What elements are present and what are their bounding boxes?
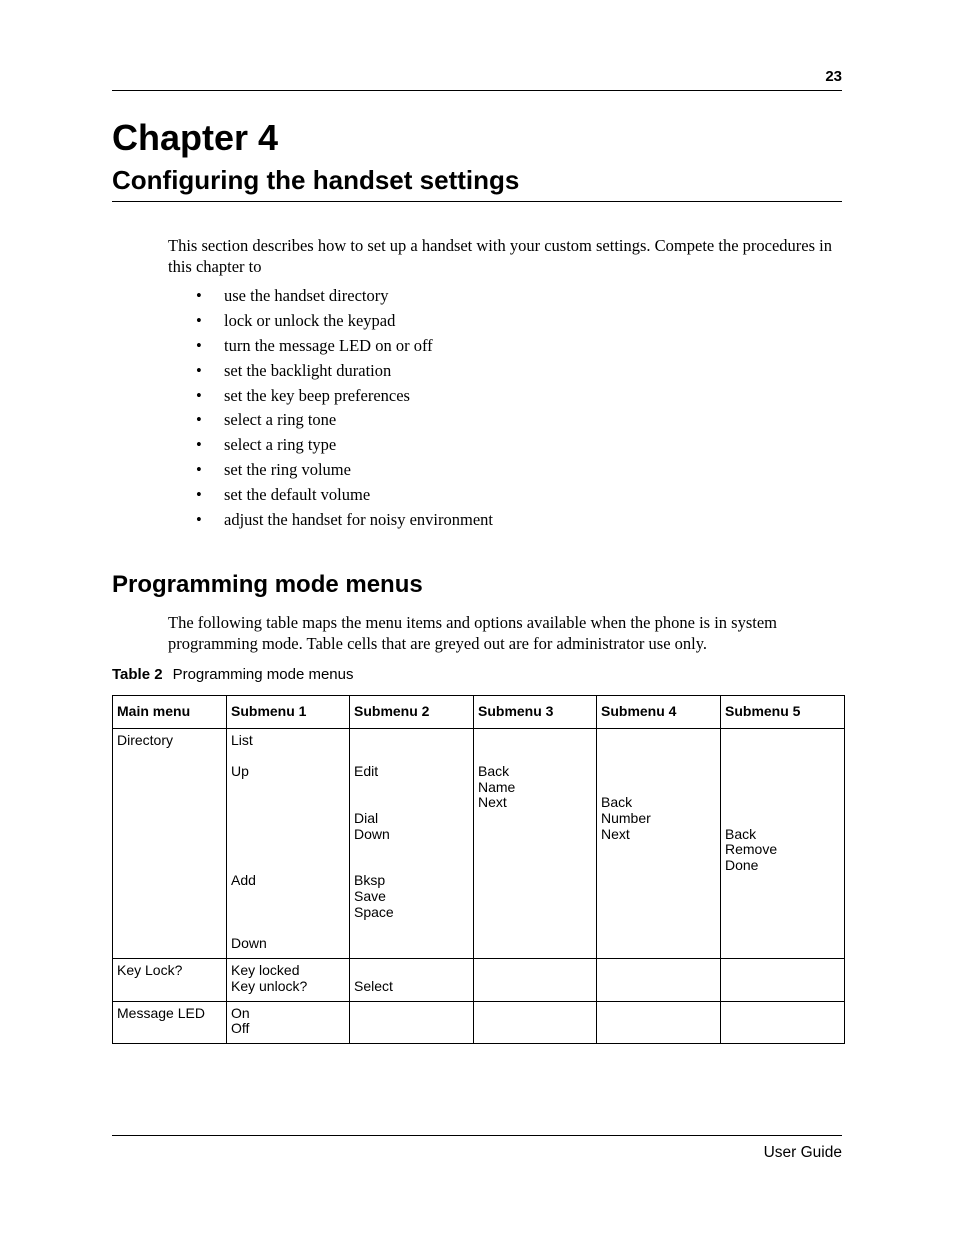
list-item-text: set the default volume <box>224 485 371 505</box>
programming-menu-table <box>112 695 845 1044</box>
cell-line: Next <box>601 825 630 842</box>
cell-line <box>117 920 222 936</box>
table-cell <box>113 1001 227 1043</box>
section-paragraph: The following table maps the menu items and options available when the phone is in system programming mode. Table cells that are greyed out are for administrator use only. <box>168 613 778 653</box>
list-item <box>168 284 493 309</box>
chapter-label: Chapter 4 <box>112 117 279 158</box>
cell-line <box>354 795 469 811</box>
column-header-submenu-3: Submenu 3 <box>474 696 597 729</box>
list-item-text: set the ring volume <box>224 460 351 480</box>
cell-line <box>231 827 345 843</box>
cell-line: Key unlock? <box>231 977 308 994</box>
list-item-text: set the backlight duration <box>224 360 392 380</box>
cell-line: Number <box>601 809 651 826</box>
cell-line <box>117 858 222 874</box>
cell-line <box>725 795 840 811</box>
list-item <box>168 334 493 359</box>
cell-line <box>117 780 222 796</box>
table-cell <box>597 959 721 1001</box>
table-cell <box>474 959 597 1001</box>
cell-line <box>231 811 345 827</box>
table-caption-text: Programming mode menus <box>172 666 354 683</box>
column-header-submenu-1: Submenu 1 <box>227 696 350 729</box>
table-cell <box>597 1001 721 1043</box>
cell-line: Message LED <box>117 1004 205 1021</box>
list-item <box>168 508 493 533</box>
cell-line <box>354 780 469 796</box>
task-list <box>168 284 493 533</box>
table-cell <box>227 1001 350 1043</box>
list-item-text: select a ring type <box>224 435 337 455</box>
table-row <box>113 1001 845 1043</box>
table-cell <box>474 1001 597 1043</box>
table-cell <box>227 729 350 959</box>
cell-line <box>725 764 840 780</box>
cell-line <box>117 873 222 889</box>
bullet-icon: • <box>196 485 202 505</box>
list-item <box>168 458 493 483</box>
cell-line <box>478 889 592 905</box>
cell-line <box>725 780 840 796</box>
bullet-icon: • <box>196 360 202 380</box>
cell-line: Key Lock? <box>117 962 183 979</box>
cell-line <box>117 842 222 858</box>
cell-line <box>354 963 469 979</box>
cell-line <box>231 905 345 921</box>
cell-line <box>117 749 222 765</box>
cell-line <box>117 936 222 952</box>
page-number: 23 <box>825 68 842 85</box>
cell-line <box>725 889 840 905</box>
list-item-text: set the key beep preferences <box>224 385 410 405</box>
bullet-icon: • <box>196 286 202 305</box>
cell-line: Off <box>231 1020 250 1037</box>
list-item <box>168 309 493 334</box>
cell-line <box>725 749 840 765</box>
cell-line <box>354 749 469 765</box>
cell-line <box>725 920 840 936</box>
table-cell <box>721 1001 845 1043</box>
list-item-text: adjust the handset for noisy environment <box>224 510 493 530</box>
cell-line <box>231 780 345 796</box>
column-header-submenu-5: Submenu 5 <box>721 696 845 729</box>
cell-line <box>354 936 469 952</box>
bullet-icon: • <box>196 335 202 355</box>
table-cell <box>721 729 845 959</box>
bullet-icon: • <box>196 310 202 330</box>
cell-line <box>601 764 716 780</box>
cell-line: Back <box>601 794 633 811</box>
cell-line <box>725 733 840 749</box>
cell-line <box>354 842 469 858</box>
cell-line <box>478 749 592 765</box>
list-item-text: select a ring tone <box>224 410 337 430</box>
header-rule <box>112 90 842 91</box>
bullet-icon: • <box>196 385 202 405</box>
bullet-icon: • <box>196 460 202 480</box>
cell-line: On <box>231 1004 250 1021</box>
cell-line <box>601 920 716 936</box>
cell-line: Bksp <box>354 872 386 889</box>
table-row <box>113 959 845 1001</box>
cell-line <box>478 920 592 936</box>
cell-line <box>231 749 345 765</box>
cell-line <box>231 889 345 905</box>
list-item-text: turn the message LED on or off <box>224 335 433 355</box>
cell-line <box>354 858 469 874</box>
cell-line <box>117 905 222 921</box>
list-item <box>168 408 493 433</box>
cell-line <box>725 936 840 952</box>
cell-line <box>478 842 592 858</box>
cell-line <box>231 858 345 874</box>
table-cell <box>113 729 227 959</box>
cell-line <box>231 920 345 936</box>
cell-line <box>601 733 716 749</box>
cell-line <box>478 858 592 874</box>
table-cell <box>350 729 474 959</box>
list-item <box>168 359 493 384</box>
chapter-title: Configuring the handset settings <box>112 165 520 195</box>
column-header-submenu-2: Submenu 2 <box>350 696 474 729</box>
cell-line <box>601 905 716 921</box>
cell-line: Remove <box>725 841 778 858</box>
cell-line: Back <box>725 825 757 842</box>
cell-line: Dial <box>354 809 379 826</box>
cell-line: Edit <box>354 763 379 780</box>
footer-rule <box>112 1135 842 1136</box>
cell-line: Select <box>354 977 393 994</box>
cell-line <box>478 873 592 889</box>
cell-line: Back <box>478 763 510 780</box>
cell-line <box>478 811 592 827</box>
cell-line <box>231 842 345 858</box>
list-item <box>168 483 493 508</box>
list-item-text: lock or unlock the keypad <box>224 310 396 330</box>
column-header-main-menu: Main menu <box>113 696 227 729</box>
intro-paragraph: This section describes how to set up a handset with your custom settings. Compete the procedures in this chapter to <box>168 236 832 276</box>
cell-line <box>478 733 592 749</box>
cell-line: Done <box>725 856 759 873</box>
cell-line <box>601 858 716 874</box>
column-header-submenu-4: Submenu 4 <box>597 696 721 729</box>
cell-line <box>117 764 222 780</box>
table-cell <box>721 959 845 1001</box>
cell-line <box>117 827 222 843</box>
table-caption-number: Table 2 <box>112 666 163 683</box>
table-body <box>113 729 845 1044</box>
cell-line <box>354 920 469 936</box>
cell-line <box>478 905 592 921</box>
cell-line: List <box>231 732 253 748</box>
table-header-row <box>113 696 845 729</box>
cell-line <box>478 936 592 952</box>
cell-line: Space <box>354 903 394 920</box>
cell-line: Directory <box>117 732 174 748</box>
cell-line: Name <box>478 778 516 795</box>
section-title: Programming mode menus <box>112 571 423 598</box>
cell-line <box>354 733 469 749</box>
table-caption <box>112 665 354 685</box>
table-cell <box>350 1001 474 1043</box>
list-item <box>168 433 493 458</box>
title-rule <box>112 201 842 202</box>
table-cell <box>113 959 227 1001</box>
table-cell <box>597 729 721 959</box>
cell-line <box>601 889 716 905</box>
cell-line <box>117 811 222 827</box>
bullet-icon: • <box>196 435 202 455</box>
cell-line <box>601 873 716 889</box>
cell-line: Down <box>354 825 390 842</box>
cell-line: Up <box>231 763 249 780</box>
table-row <box>113 729 845 959</box>
table-cell <box>227 959 350 1001</box>
cell-line <box>601 749 716 765</box>
bullet-icon: • <box>196 510 202 530</box>
cell-line <box>725 905 840 921</box>
footer-text: User Guide <box>763 1144 842 1161</box>
table-cell <box>474 729 597 959</box>
list-item-text: use the handset directory <box>224 286 389 305</box>
cell-line <box>601 842 716 858</box>
cell-line: Next <box>478 794 507 811</box>
cell-line <box>725 873 840 889</box>
cell-line <box>117 795 222 811</box>
cell-line <box>478 827 592 843</box>
table-cell <box>350 959 474 1001</box>
cell-line: Down <box>231 934 267 951</box>
cell-line: Add <box>231 872 256 889</box>
cell-line <box>601 780 716 796</box>
cell-line <box>725 811 840 827</box>
cell-line: Save <box>354 887 386 904</box>
cell-line <box>231 795 345 811</box>
bullet-icon: • <box>196 410 202 430</box>
cell-line <box>117 889 222 905</box>
cell-line <box>601 936 716 952</box>
cell-line: Key locked <box>231 962 300 979</box>
list-item <box>168 384 493 409</box>
